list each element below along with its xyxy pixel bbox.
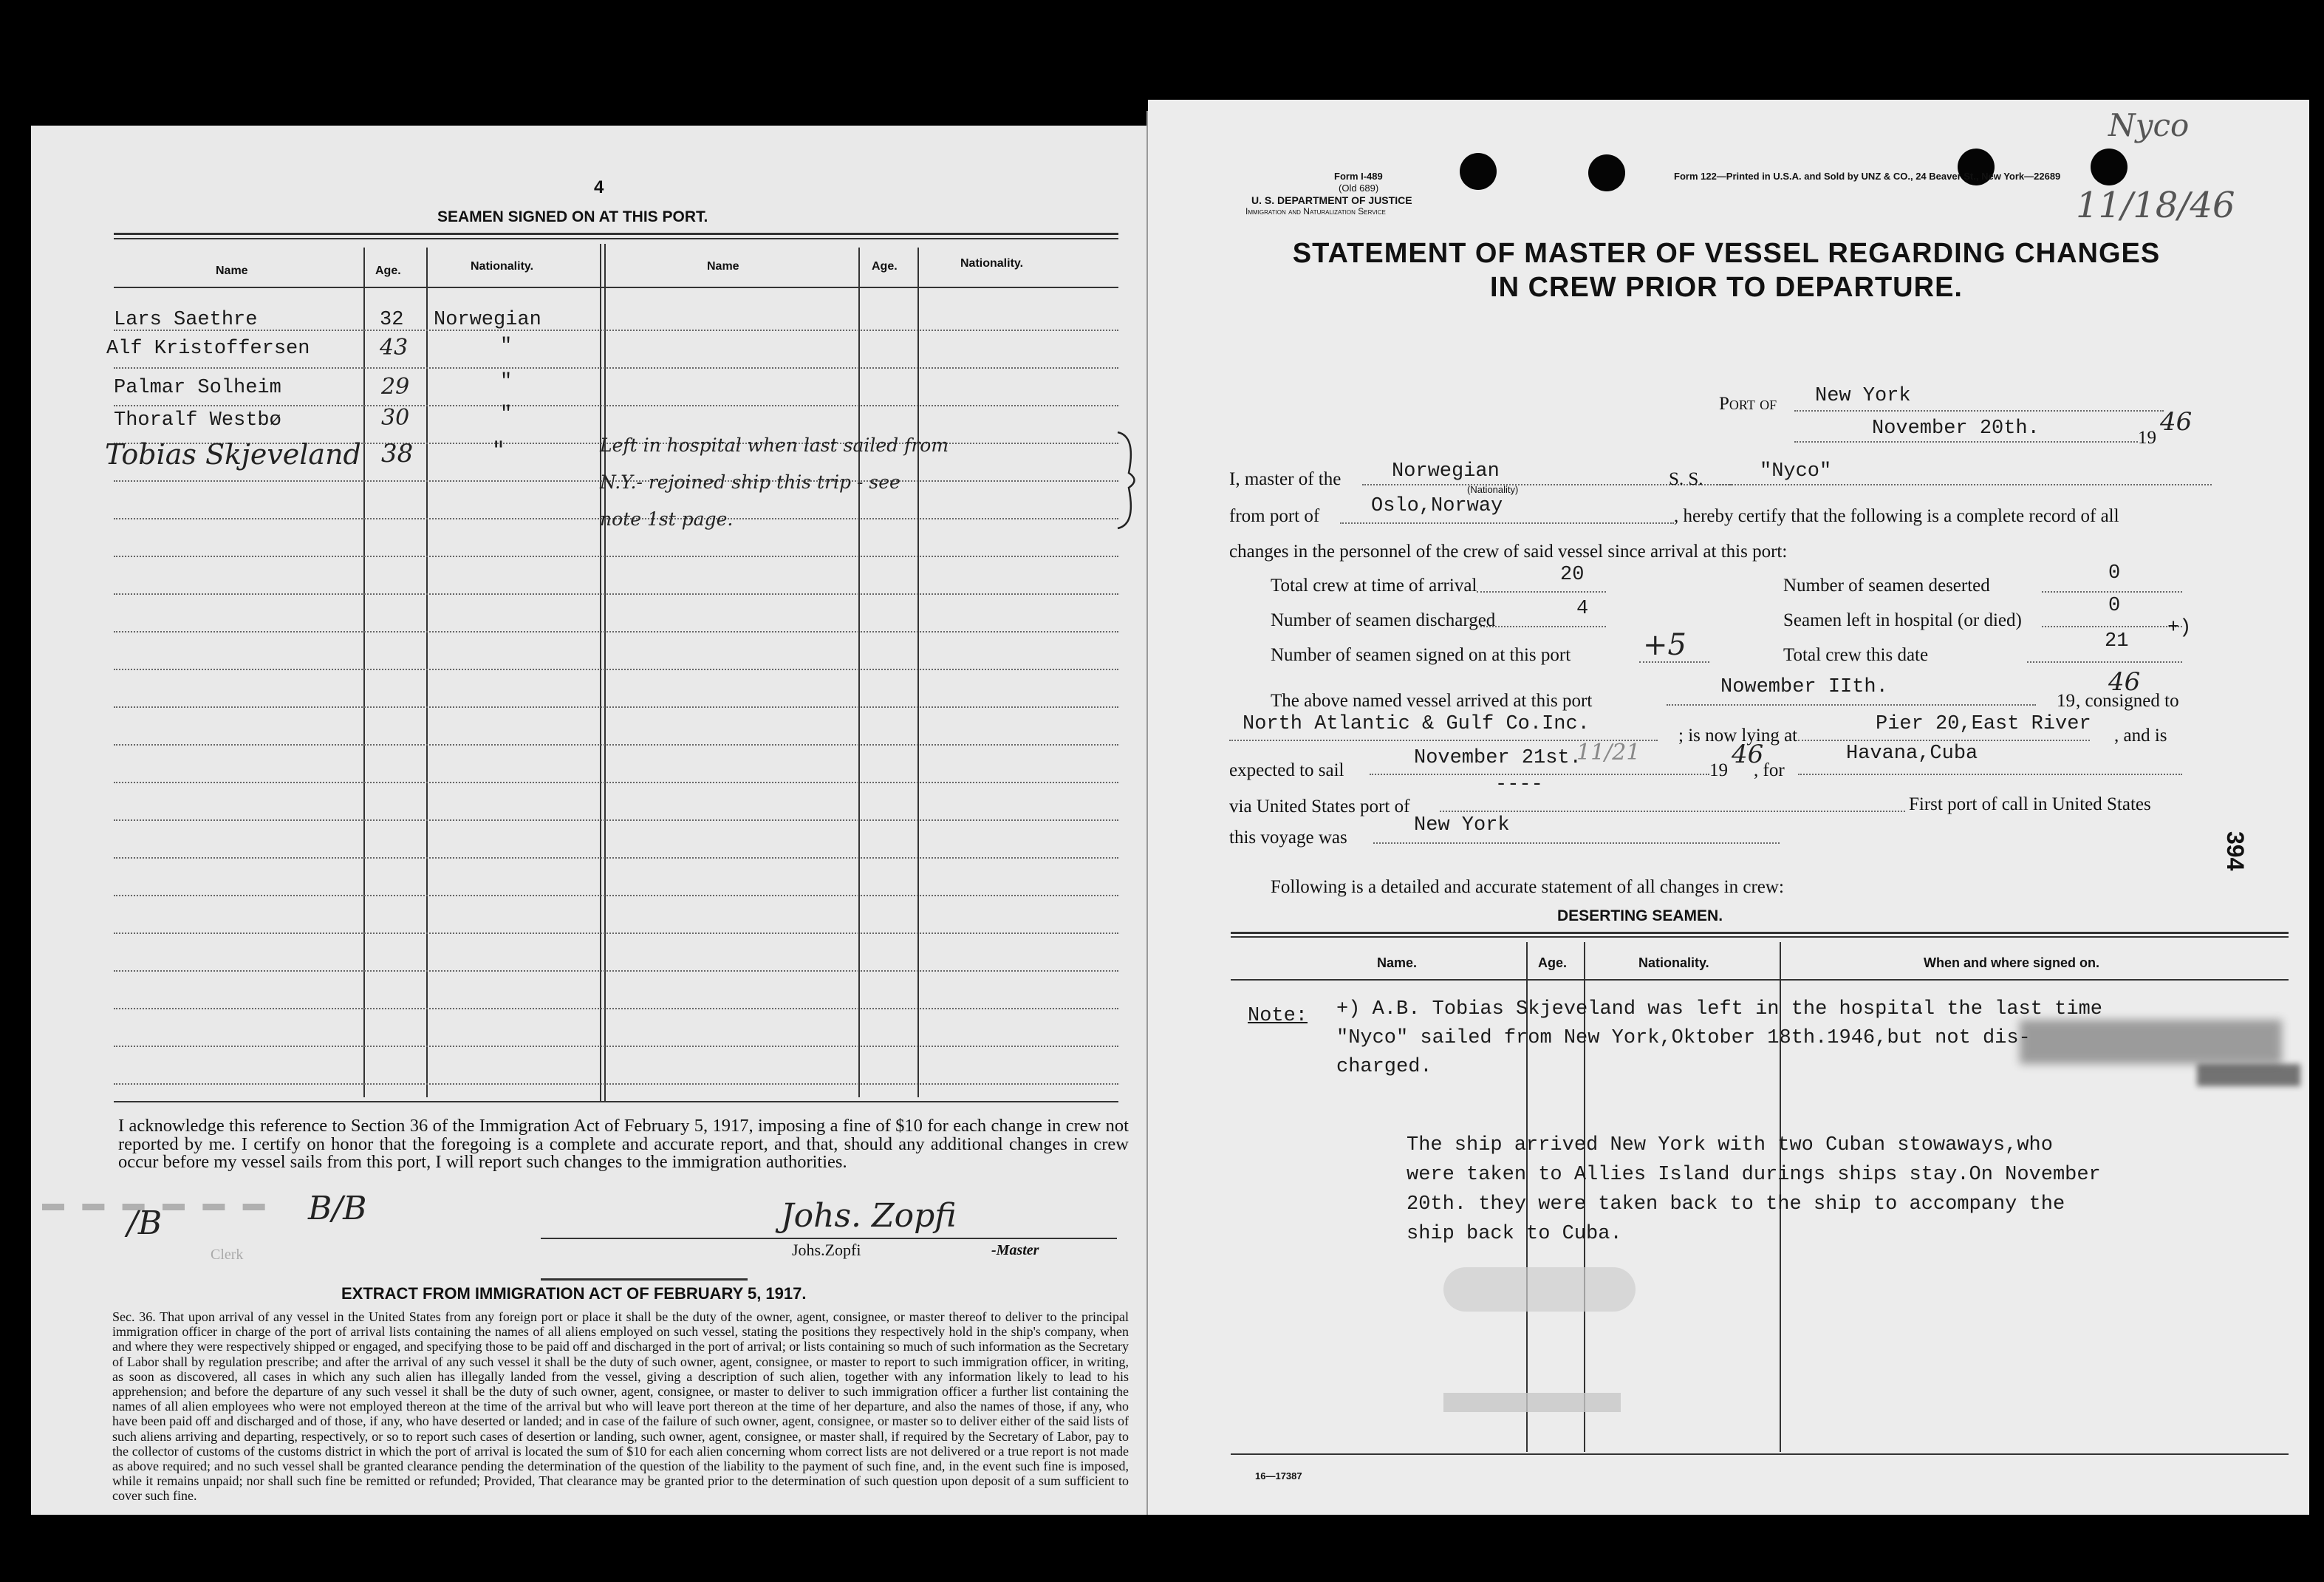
from-port-value: Oslo,Norway [1371, 495, 1503, 517]
punch-hole [1588, 154, 1625, 191]
punch-hole [1460, 153, 1497, 190]
certify-text: , hereby certify that the following is a complete record of all [1674, 506, 2119, 526]
seaman-nationality: " [493, 436, 505, 466]
seaman-age: 29 [381, 374, 410, 400]
handwritten-bracket [1114, 429, 1144, 532]
year-prefix: 19 [2057, 691, 2075, 711]
initials-mark: B/B [308, 1190, 367, 1227]
column-header-nationality: Nationality. [1638, 955, 1709, 970]
stat-value: 0 [2108, 595, 2121, 617]
from-port-label: from port of [1229, 506, 1320, 526]
column-header-nationality: Nationality. [471, 260, 534, 273]
stat-label: Number of seamen signed on at this port [1271, 645, 1571, 665]
stat-label: Number of seamen deserted [1783, 576, 1990, 596]
note-line: charged. [1336, 1056, 1432, 1078]
seaman-age: 38 [381, 439, 414, 468]
note-line: +) A.B. Tobias Skjeveland was left in the hospital the last time [1336, 998, 2102, 1020]
year-prefix: 19 [1709, 760, 1728, 780]
seaman-nationality: " [500, 371, 513, 393]
faded-stamp [1443, 1393, 1621, 1412]
column-header-name-2: Name [707, 260, 739, 273]
seaman-name: Thoralf Westbø [114, 409, 281, 432]
arrived-date: Nowember IIth. [1720, 676, 1888, 698]
form-title [1229, 236, 2224, 304]
page-number: 4 [594, 177, 604, 197]
department-service: Immigration and Naturalization Service [1245, 206, 1386, 216]
voyage-label: this voyage was [1229, 828, 1347, 848]
note-label: Note: [1248, 1005, 1308, 1027]
stat-value: 21 [2105, 630, 2129, 652]
seaman-age: 43 [380, 335, 409, 361]
seaman-age: 30 [381, 405, 410, 431]
master-label: -Master [991, 1242, 1039, 1258]
year-prefix: 19 [2138, 428, 2156, 448]
punch-hole [2091, 149, 2128, 185]
clerk-label: Clerk [211, 1247, 244, 1263]
note-line: were taken to Allies Island durings ships stay.On November [1407, 1164, 2101, 1186]
left-page [31, 126, 1148, 1515]
stat-value: +5 [1643, 628, 1686, 662]
seaman-nationality: " [500, 403, 513, 426]
corner-date: 11/18/46 [2076, 185, 2235, 226]
following-text: Following is a detailed and accurate statement of all changes in crew: [1271, 877, 1784, 897]
handwritten-note-line: Left in hospital when last sailed from [600, 434, 949, 456]
stat-label: Total crew at time of arrival [1271, 576, 1477, 596]
for-label: , for [1754, 760, 1785, 780]
initials-mark: /B [127, 1204, 163, 1242]
changes-text: changes in the personnel of the crew of said vessel since arrival at this port: [1229, 542, 1788, 562]
year-value: 46 [2160, 407, 2193, 437]
department-name: U. S. DEPARTMENT OF JUSTICE [1251, 194, 1412, 206]
handwritten-date-mark: 11/21 [1576, 740, 1641, 766]
and-is-label: , and is [2114, 726, 2167, 746]
form-number: Form I-489 [1334, 171, 1383, 182]
nationality-caption: (Nationality) [1467, 484, 1519, 495]
column-header-age: Age. [375, 265, 401, 277]
column-header-when-where: When and where signed on. [1924, 955, 2100, 970]
via-label: via United States port of [1229, 797, 1410, 816]
port-value: New York [1815, 385, 1911, 407]
printer-line: Form 122—Printed in U.S.A. and Sold by UNZ & CO., 24 Beaver St., New York—22689 [1674, 171, 2061, 182]
sail-year: 46 [1732, 740, 1764, 769]
form-title-line: IN CREW PRIOR TO DEPARTURE. [1490, 272, 1963, 303]
redaction-smudge [2020, 1020, 2282, 1064]
column-header-age: Age. [1538, 955, 1568, 970]
stat-label: Total crew this date [1783, 645, 1929, 665]
extract-text: Sec. 36. That upon arrival of any vessel in the United States from any foreign port or place it shall be the duty of the owner, agent, consignee, or master thereof to deliver to the principal immigration officer in charge of the port of arrival lists containing the names of all aliens employed on such vessel, stating the positions they respectively hold in the ship's company, when and where they were respectively shipped or engaged, and specifying those to be paid off and discharged in the port of arrival; or lists containing so much of such information as the Secretary of Labor shall by regulation prescribe; and after the arrival of any such vessel it shall be the duty of such owner, agent, consignee, or master to report to such immigration officer, in writing, as soon as discovered, all cases in which any such alien has illegally landed from the vessel, giving a description of such alien, together with any information likely to lead to his apprehension; and before the departure of any such vessel it shall be the duty of such owner, agent, consignee, or master to deliver to such immigration officer a further list containing the names of all alien employees who were not employed thereon at the time of the arrival but who will leave port thereon at the time of her departure, and also the names of those, if any, who have been paid off and discharged and of those, if any, who have deserted or landed; and in case of the failure of such owner, agent, consignee, or master so to deliver either of the said lists of such aliens arriving and departing, respectively, or so to report such cases of desertion or landing, such owner, agent, consignee, or master shall, if required by the Secretary of Labor, pay to the collector of customs of the customs district in which the port of arrival is located the sum of $10 for each alien concerning whom correct lists are not delivered or a true report is not made as above required; and no such vessel shall be granted clearance pending the determination of the question of the liability to the payment of such fine, and, in the event such fine is imposed, while it remains unpaid; nor shall such fine be remitted or refunded; Provided, That clearance may be granted prior to the determination of such question upon deposit of a sum sufficient to cover such fine. [112, 1309, 1129, 1504]
seaman-name: Palmar Solheim [114, 377, 281, 399]
note-line: 20th. they were taken back to the ship to accompany the [1407, 1193, 2065, 1216]
lying-at-value: Pier 20,East River [1876, 713, 2091, 735]
master-typed-name: Johs.Zopfi [792, 1241, 861, 1259]
handwritten-note-line: note 1st page. [600, 508, 734, 530]
ship-name: "Nyco" [1760, 460, 1832, 483]
dash-mark: ---- [1495, 774, 1543, 796]
seaman-name: Tobias Skjeveland [105, 438, 361, 471]
master-of-label: I, master of the [1229, 469, 1342, 489]
deserting-title: DESERTING SEAMEN. [1557, 907, 1723, 924]
stamp-number: 394 [2222, 831, 2249, 871]
seaman-name: Lars Saethre [114, 309, 258, 331]
stat-value: 20 [1560, 564, 1585, 586]
expected-label: expected to sail [1229, 760, 1344, 780]
acknowledgement-text: I acknowledge this reference to Section 36 of the Immigration Act of February 5, 1917, imposing a fine of $10 for each change in crew not reported by me. I certify on honor that the foregoing is a complete and accurate report, and that, should any additional changes in crew occur before my vessel sails from this port, I will report such changes to the immigration authorities. [118, 1116, 1129, 1172]
note-line: ship back to Cuba. [1407, 1223, 1622, 1245]
seaman-nationality: Norwegian [434, 309, 541, 331]
seaman-age: 32 [380, 309, 404, 331]
note-line: "Nyco" sailed from New York,Oktober 18th.1946,but not dis- [1336, 1027, 2031, 1049]
lying-label: ; is now lying at [1678, 726, 1798, 746]
stat-value: 4 [1576, 598, 1589, 620]
stat-value: 0 [2108, 562, 2121, 584]
stat-label: Seamen left in hospital (or died) [1783, 610, 2022, 630]
arrived-year: 46 [2108, 667, 2141, 697]
right-page [1148, 100, 2309, 1515]
consignee-value: North Atlantic & Gulf Co.Inc. [1243, 713, 1590, 735]
column-header-age-2: Age. [872, 260, 898, 273]
extract-title: EXTRACT FROM IMMIGRATION ACT OF FEBRUARY 5, 1917. [341, 1284, 807, 1303]
total-mark: +) [2167, 617, 2192, 639]
column-header-name: Name. [1377, 955, 1418, 970]
sail-date: November 21st. [1414, 747, 1582, 769]
port-label: Port of [1719, 394, 1777, 414]
note-line: The ship arrived New York with two Cuban stowaways,who [1407, 1134, 2053, 1156]
column-header-name: Name [216, 265, 248, 277]
faded-stamp [1443, 1267, 1636, 1312]
stat-label: Number of seamen discharged [1271, 610, 1496, 630]
nationality-value: Norwegian [1392, 460, 1500, 483]
handwritten-note-line: N.Y.- rejoined ship this trip - see [600, 471, 900, 493]
seaman-nationality: " [500, 335, 513, 358]
first-port-label: First port of call in United States [1909, 794, 2151, 814]
redaction-smudge [2197, 1064, 2300, 1086]
corner-note: Nyco [2108, 107, 2190, 143]
column-header-nationality-2: Nationality. [960, 257, 1024, 270]
form-number-old: (Old 689) [1339, 183, 1379, 194]
form-title-line: STATEMENT OF MASTER OF VESSEL REGARDING CHANGES [1292, 238, 2161, 269]
master-signature: Johs. Zopfi [781, 1197, 957, 1235]
first-port-value: New York [1414, 814, 1510, 836]
consigned-label: , consigned to [2076, 691, 2179, 711]
date-value: November 20th. [1872, 417, 2040, 440]
received-stamp: ▬ ▬ ▬ ▬ ▬ ▬ [42, 1191, 271, 1216]
destination-value: Havana,Cuba [1846, 743, 1978, 765]
seaman-name: Alf Kristoffersen [106, 338, 310, 360]
ss-label: S. S. [1669, 469, 1703, 489]
section-title: SEAMEN SIGNED ON AT THIS PORT. [437, 208, 708, 225]
arrived-label: The above named vessel arrived at this port [1271, 691, 1593, 711]
footer-code: 16—17387 [1255, 1470, 1302, 1482]
